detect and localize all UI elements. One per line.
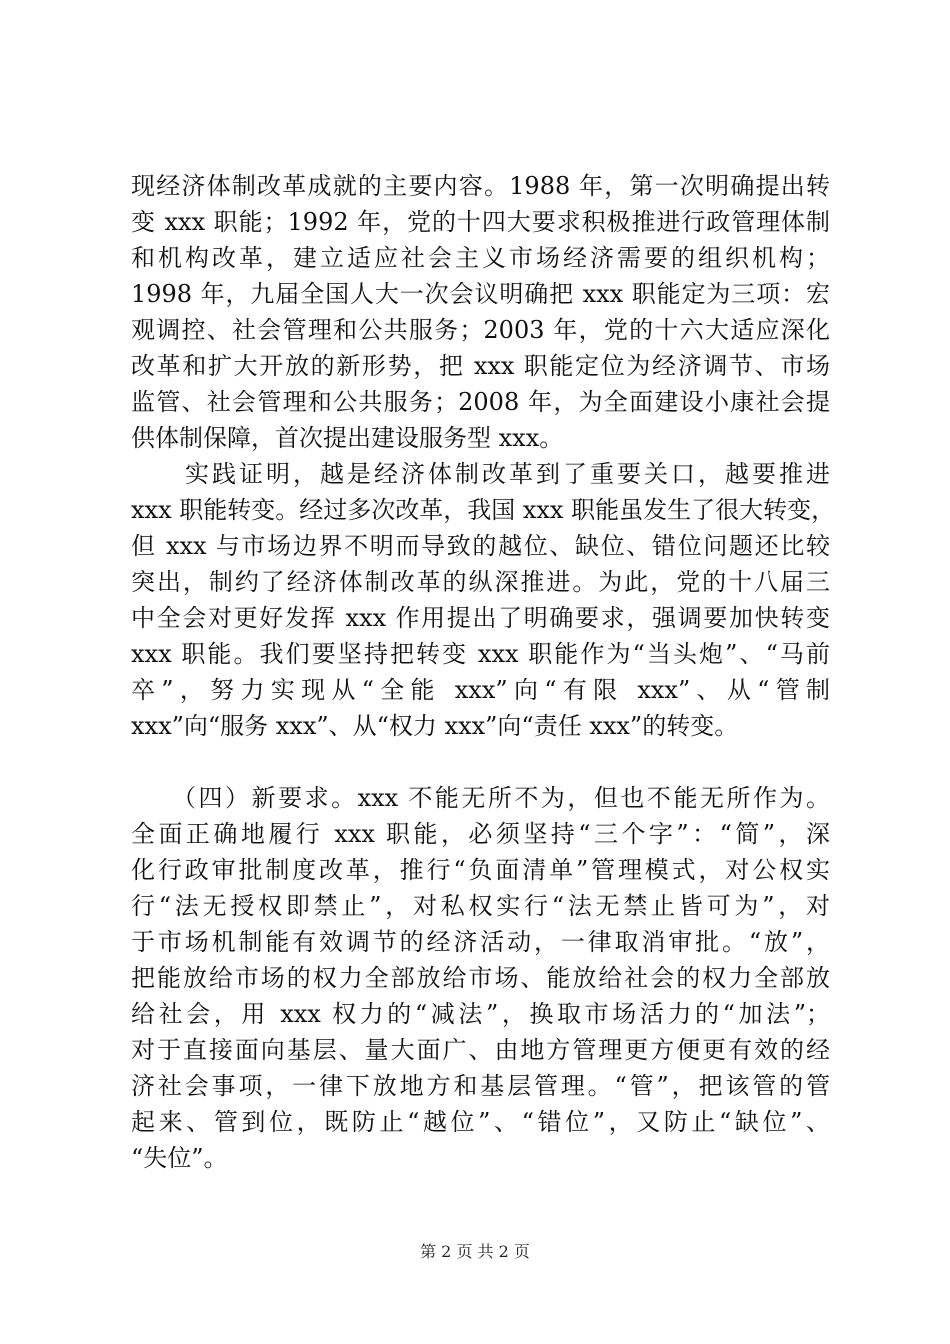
- paragraph-line: 突出，制约了经济体制改革的纵深推进。为此，党的十八届三: [131, 568, 830, 596]
- paragraph-line: 给社会，用 xxx 权力的“减法”，换取市场活力的“加法”；: [131, 1000, 830, 1028]
- page-footer: 第 2 页 共 2 页: [420, 1242, 530, 1261]
- paragraph-line: 化行政审批制度改革，推行“负面清单”管理模式，对公权实: [131, 856, 830, 884]
- paragraph-line: 供体制保障，首次提出建设服务型 xxx。: [131, 424, 564, 452]
- paragraph-1: [131, 168, 830, 456]
- paragraph-line: 和机构改革，建立适应社会主义市场经济需要的组织机构；: [131, 244, 830, 272]
- paragraph-line: 监管、社会管理和公共服务；2008 年，为全面建设小康社会提: [131, 388, 830, 416]
- paragraph-3: [131, 780, 830, 1176]
- paragraph-line: 于市场机制能有效调节的经济活动，一律取消审批。“放”，: [131, 928, 830, 956]
- paragraph-line: 改革和扩大开放的新形势，把 xxx 职能定位为经济调节、市场: [131, 352, 830, 380]
- paragraph-line: 变 xxx 职能；1992 年，党的十四大要求积极推进行政管理体制: [131, 208, 830, 236]
- paragraph-line: xxx 职能转变。经过多次改革，我国 xxx 职能虽发生了很大转变，: [131, 496, 836, 524]
- paragraph-line: 把能放给市场的权力全部放给市场、能放给社会的权力全部放: [131, 964, 830, 992]
- paragraph-line: 中全会对更好发挥 xxx 作用提出了明确要求，强调要加快转变: [131, 604, 830, 632]
- body-text: [131, 168, 836, 1176]
- paragraph-line: xxx 职能。我们要坚持把转变 xxx 职能作为“当头炮”、“马前: [131, 640, 830, 668]
- paragraph-line: 卒”，努力实现从“全能 xxx”向“有限 xxx”、从“管制: [131, 676, 830, 704]
- paragraph-line: 实践证明，越是经济体制改革到了重要关口，越要推进: [131, 460, 830, 488]
- paragraph-line: 现经济体制改革成就的主要内容。1988 年，第一次明确提出转: [131, 172, 830, 200]
- paragraph-line: 起来、管到位，既防止“越位”、“错位”，又防止“缺位”、: [131, 1108, 830, 1136]
- paragraph-gap: [131, 744, 830, 780]
- paragraph-line: 全面正确地履行 xxx 职能，必须坚持“三个字”：“简”，深: [131, 820, 830, 848]
- paragraph-line: 但 xxx 与市场边界不明而导致的越位、缺位、错位问题还比较: [131, 532, 830, 560]
- paragraph-line: 济社会事项，一律下放地方和基层管理。“管”，把该管的管: [131, 1072, 830, 1100]
- paragraph-line: （四）新要求。xxx 不能无所不为，但也不能无所作为。: [131, 784, 830, 812]
- paragraph-line: “失位”。: [131, 1144, 228, 1172]
- paragraph-line: 1998 年，九届全国人大一次会议明确把 xxx 职能定为三项：宏: [131, 280, 830, 308]
- paragraph-line: 行“法无授权即禁止”，对私权实行“法无禁止皆可为”，对: [131, 892, 830, 920]
- paragraph-line: xxx”向“服务 xxx”、从“权力 xxx”向“责任 xxx”的转变。: [131, 712, 739, 740]
- paragraph-line: 对于直接面向基层、量大面广、由地方管理更方便更有效的经: [131, 1036, 830, 1064]
- paragraph-2: [131, 456, 836, 744]
- paragraph-line: 观调控、社会管理和公共服务；2003 年，党的十六大适应深化: [131, 316, 830, 344]
